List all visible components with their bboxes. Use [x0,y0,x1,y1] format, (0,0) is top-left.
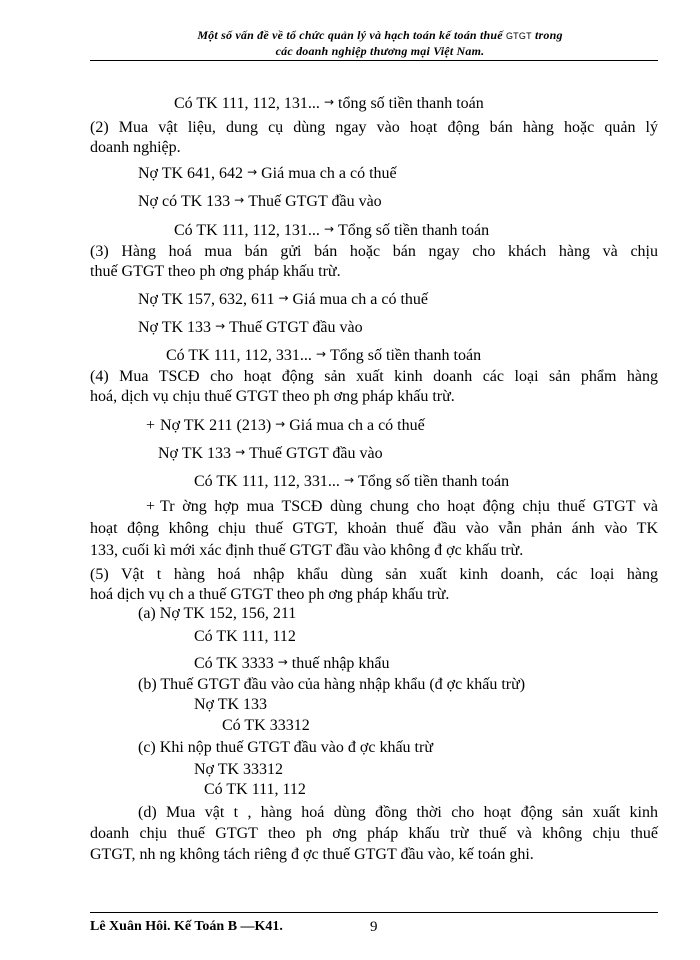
header-text: Một số vấn đề về tổ chức quản lý và hạch toán kế toán thuế [197,28,503,42]
arrow-right-icon: → [343,473,354,487]
running-header-line2: các doanh nghiệp thương mại Việt Nam. [275,44,485,58]
footer-author: Lê Xuân Hôi. Kế Toán B —K41. [90,919,283,934]
page-number: 9 [370,919,378,935]
entry-line: (a) Nợ TK 152, 156, 211 [138,605,297,622]
paragraph-line: thuế GTGT theo ph ơng pháp khấu trừ. [90,263,341,280]
entry-line: Có TK 111, 112, 131... → Tổng số tiền thanh toán [174,222,490,239]
entry-line: Có TK 111, 112, 331... → Tổng số tiền thanh toán [194,473,510,490]
paragraph-line: (d) Mua vật t , hàng hoá dùng đồng thời cho hoạt động sản xuất kinh [138,804,658,821]
arrow-right-icon: → [277,655,288,669]
entry-line: (c) Khi nộp thuế GTGT đầu vào đ ợc khấu trừ [138,739,433,756]
entry-line: (b) Thuế GTGT đầu vào của hàng nhập khẩu (đ ợc khấu trừ) [138,676,526,693]
entry-line: Có TK 111, 112, 131... → tổng số tiền thanh toán [174,95,484,112]
entry-line: Có TK 111, 112 [194,628,296,645]
arrow-right-icon: → [234,193,245,207]
paragraph-line: (2) Mua vật liệu, dung cụ dùng ngay vào hoạt động bán hàng hoặc quản lý [90,119,658,136]
paragraph-line: GTGT, nh ng không tách riêng đ ợc thuế GTGT đầu vào, kế toán ghi. [90,846,534,863]
header-tag: GTGT [505,31,532,41]
paragraph-line: doanh nghiệp. [90,139,181,156]
arrow-right-icon: → [323,222,334,236]
arrow-right-icon: → [247,165,258,179]
paragraph-line: hoạt động không chịu thuế GTGT, khoản thuế đầu vào vẫn phản ánh vào TK [90,520,658,537]
paragraph-line: doanh chịu thuế GTGT theo ph ơng pháp khấu trừ thuế và không chịu thuế [90,825,658,842]
running-header-line1 [90,28,670,43]
entry-line: Nợ TK 133 [194,696,268,713]
entry-line: Có TK 111, 112 [204,781,306,798]
entry-line: Nợ TK 157, 632, 611 → Giá mua ch a có thuế [138,291,429,308]
arrow-right-icon: → [275,417,286,431]
paragraph-line: (3) Hàng hoá mua bán gửi bán hoặc bán ngay cho khách hàng và chịu [90,243,658,260]
entry-line: Nợ TK 641, 642 → Giá mua ch a có thuế [138,165,397,182]
paragraph-line: (4) Mua TSCĐ cho hoạt động sản xuất kinh doanh các loại sản phẩm hàng [90,368,658,385]
header-text-end: trong [534,28,563,42]
paragraph-line: (5) Vật t hàng hoá nhập khẩu dùng sản xuất kinh doanh, các loại hàng [90,566,658,583]
arrow-right-icon: → [235,445,246,459]
entry-line: Có TK 33312 [222,717,310,734]
entry-line: Có TK 3333 → thuế nhập khẩu [194,655,390,672]
entry-line: Nợ TK 33312 [194,761,284,778]
entry-line: + Nợ TK 211 (213) → Giá mua ch a có thuế [146,417,425,434]
footer-rule [90,912,658,913]
entry-line: Nợ có TK 133 → Thuế GTGT đầu vào [138,193,382,210]
arrow-right-icon: → [315,347,326,361]
entry-line: Nợ TK 133 → Thuế GTGT đầu vào [138,319,363,336]
paragraph-line: 133, cuối kì mới xác định thuế GTGT đầu vào không đ ợc khấu trừ. [90,542,524,559]
paragraph-line: hoá, dịch vụ chịu thuế GTGT theo ph ơng pháp khấu trừ. [90,388,455,405]
arrow-right-icon: → [278,291,289,305]
arrow-right-icon: → [215,319,226,333]
arrow-right-icon: → [323,95,334,109]
header-rule [90,60,658,61]
entry-line: Có TK 111, 112, 331... → Tổng số tiền thanh toán [166,347,482,364]
entry-line: Nợ TK 133 → Thuế GTGT đầu vào [158,445,383,462]
paragraph-line: hoá dịch vụ ch a thuế GTGT theo ph ơng pháp khấu trừ. [90,586,450,603]
paragraph-line: + Tr ờng hợp mua TSCĐ dùng chung cho hoạt động chịu thuế GTGT và [146,498,658,515]
